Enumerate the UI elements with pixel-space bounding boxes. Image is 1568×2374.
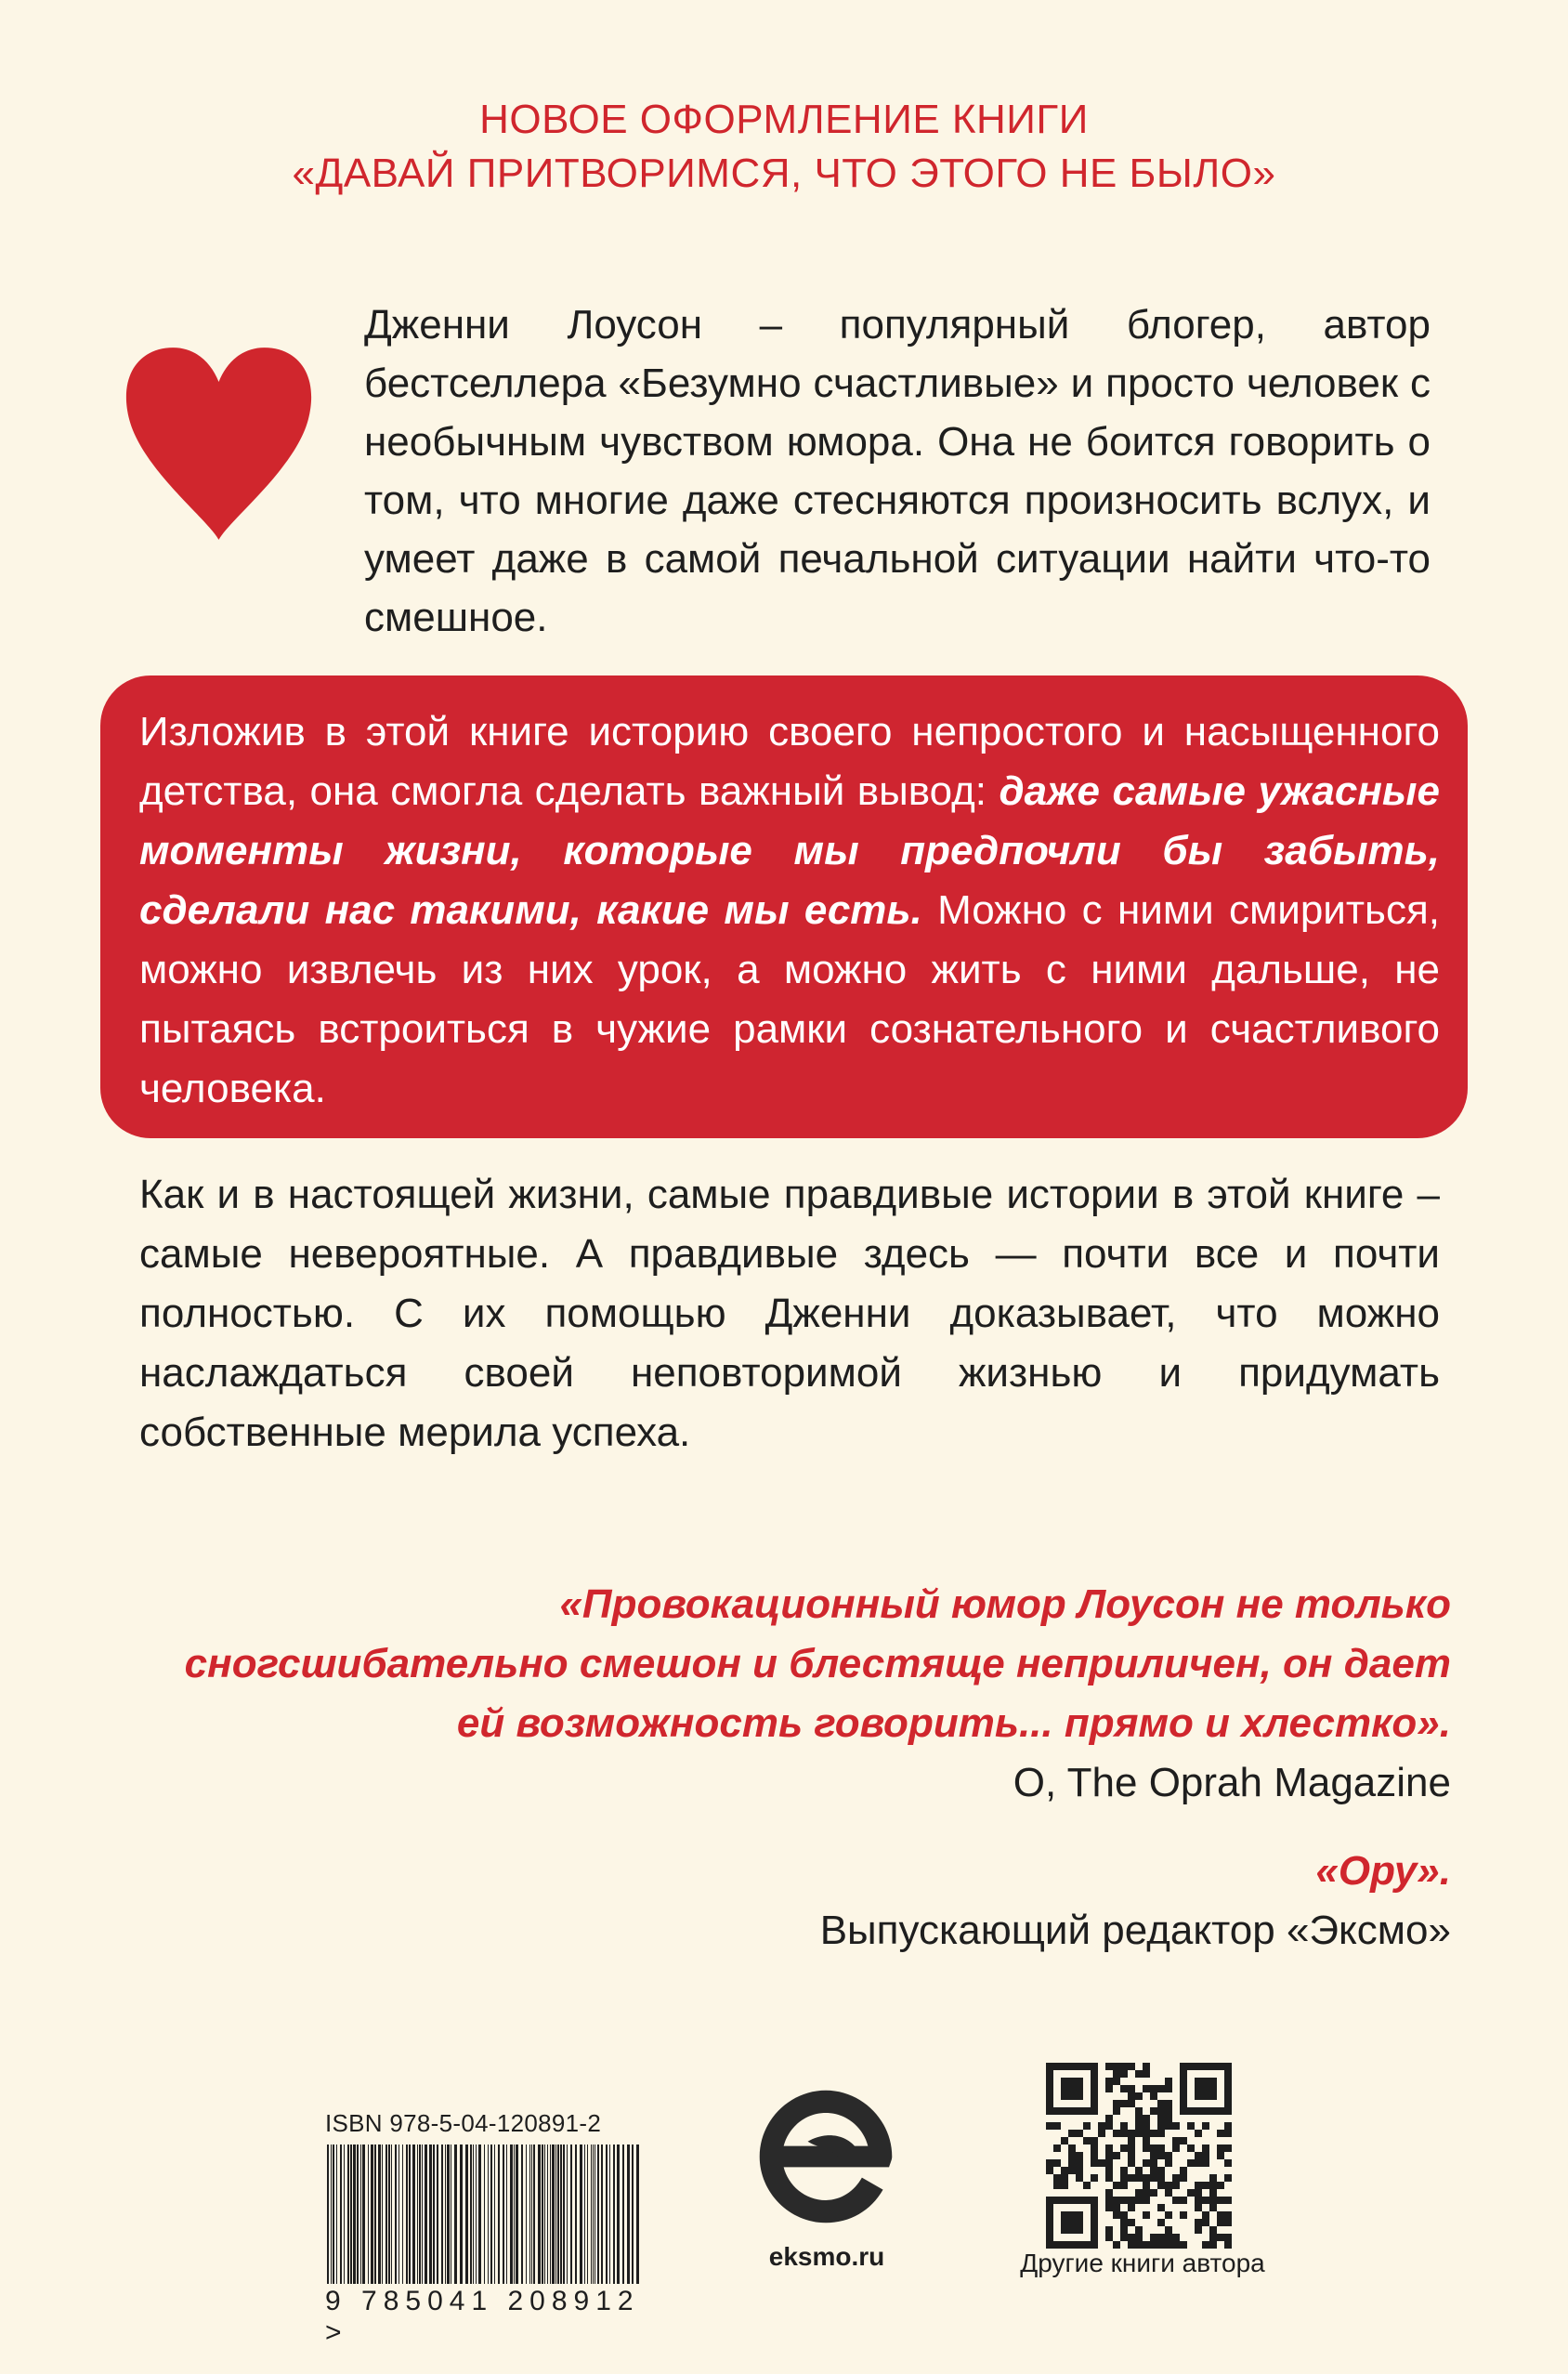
- quote-source: Выпускающий редактор «Эксмо»: [819, 1908, 1451, 1953]
- heart-icon: [124, 344, 314, 544]
- barcode-digits: 9 785041 208912 >: [325, 2286, 640, 2348]
- quote-line-3: ей возможность говорить... прямо и хлестко».: [456, 1700, 1451, 1746]
- highlight-text-start: Изложив в этой книге историю своего непростого и насыщенного детства, она смогла сделать важный вывод:: [139, 709, 1440, 814]
- barcode-icon: [325, 2144, 639, 2284]
- quote-source: O, The Oprah Magazine: [1013, 1760, 1451, 1805]
- quote-text: «Ору».: [1315, 1848, 1451, 1894]
- barcode-block: [325, 2109, 641, 2349]
- review-quote-editor: [522, 1842, 1451, 1961]
- series-header: [0, 93, 1568, 201]
- qr-code: [1046, 2063, 1232, 2249]
- eksmo-logo: [751, 2081, 901, 2232]
- review-quote-oprah: [58, 1575, 1451, 1813]
- highlight-text-end: Можно с ними смириться, можно извлечь из них урок, а можно жить с ними дальше, не пытаясь встроиться в чужие рамки сознательного и счастливого человека.: [139, 887, 1440, 1111]
- header-line-1: НОВОЕ ОФОРМЛЕНИЕ КНИГИ: [479, 97, 1089, 142]
- intro-paragraph: Дженни Лоусон – популярный блогер, автор бестселлера «Безумно счастливые» и просто человек с необычным чувством юмора. Она не боится говорить о том, что многие даже стесняются произносить вслух, и умеет даже в самой печальной ситуации найти что-то смешное.: [364, 302, 1431, 640]
- highlight-text: [139, 702, 1440, 1119]
- quote-line-1: «Провокационный юмор Лоусон не только: [559, 1581, 1451, 1627]
- description-paragraph: Как и в настоящей жизни, самые правдивые истории в этой книге – самые невероятные. А правдивые здесь — почти все и почти полностью. С их помощью Дженни доказывает, что можно наслаждаться своей неповторимой жизнью и придумать собственные мерила успеха.: [139, 1172, 1440, 1455]
- quote-line-2: сногсшибательно смешон и блестяще неприличен, он дает: [184, 1641, 1451, 1686]
- header-line-2: «ДАВАЙ ПРИТВОРИМСЯ, ЧТО ЭТОГО НЕ БЫЛО»: [292, 151, 1276, 196]
- highlight-emphasis: даже самые ужасные моменты жизни, которые мы предпочли бы забыть, сделали нас такими, какие мы есть.: [139, 768, 1440, 933]
- isbn-text: ISBN 978-5-04-120891-2: [325, 2109, 602, 2137]
- qr-label: Другие книги автора: [1020, 2249, 1265, 2277]
- publisher-site: eksmo.ru: [768, 2242, 885, 2271]
